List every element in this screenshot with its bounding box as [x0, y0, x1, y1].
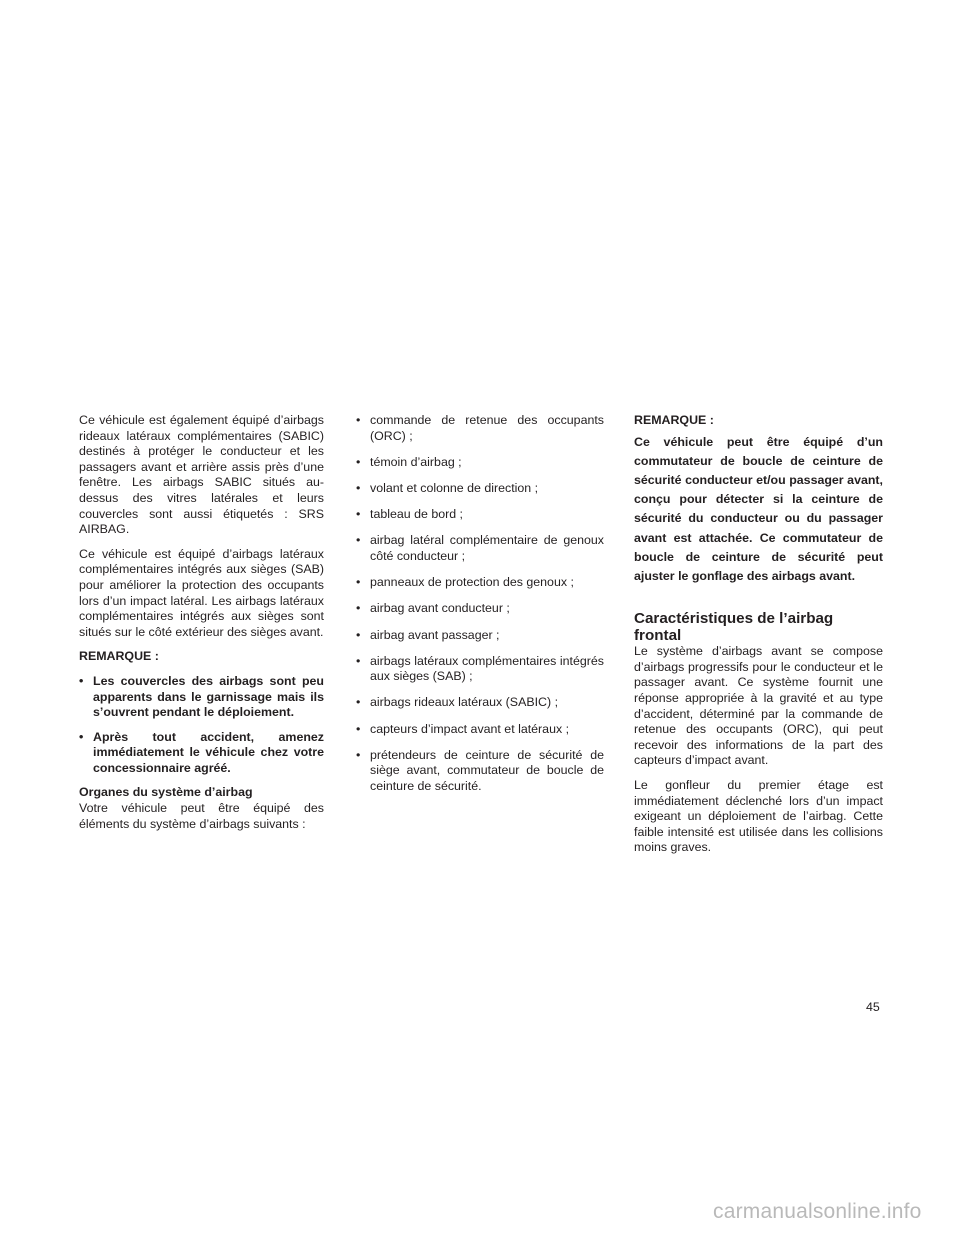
note-label: REMARQUE : [79, 649, 159, 664]
list-item-text: airbag latéral complémentaire de genoux côté conducteur ; [370, 533, 604, 563]
bullet-icon: • [356, 480, 361, 495]
list-item-text: capteurs d’impact avant et latéraux ; [370, 721, 570, 736]
list-item [356, 575, 604, 591]
bullet-icon: • [356, 627, 361, 642]
list-item [356, 481, 604, 497]
list-item [356, 695, 604, 711]
components-bullet-list [356, 413, 604, 795]
bullet-icon: • [356, 575, 361, 590]
list-item-text: Les couvercles des airbags sont peu apparents dans le garnissage mais ils s’ouvrent pendant le déploiement. [93, 673, 324, 720]
section-subheading: Organes du système d’airbag [79, 785, 253, 800]
list-item [356, 748, 604, 795]
intro-paragraph-sabic: Ce véhicule est également équipé d’airbags rideaux latéraux complémentaires (SABIC) destinés à protéger le conducteur et les passagers avant et arrière assis près d’une fenêtre. Les airbags SABIC situés au-dessus des vitres latérales et leurs couvercles sont aussi étiquetés : SRS AIRBAG. [79, 413, 324, 537]
list-item-text: tableau de bord ; [370, 507, 464, 522]
list-item [356, 628, 604, 644]
bullet-icon: • [79, 673, 84, 688]
seatbelt-switch-note: Ce véhicule peut être équipé d’un commutateur de boucle de ceinture de sécurité conducteur et/ou passager avant, conçu pour détecter si la ceinture de sécurité du conducteur ou du passager avant est attachée. Ce commutateur de boucle de ceinture de sécurité peut ajuster le gonflage des airbags avant. [634, 434, 883, 584]
list-item-text: volant et colonne de direction ; [370, 480, 539, 495]
list-item [79, 730, 324, 777]
list-item [356, 722, 604, 738]
middle-column [356, 413, 604, 805]
list-item-text: airbags latéraux complémentaires intégrés aux sièges (SAB) ; [370, 653, 604, 684]
list-item [356, 654, 604, 685]
left-column [79, 413, 324, 841]
list-item-text: airbag avant passager ; [370, 627, 500, 642]
list-item [356, 533, 604, 564]
components-intro-paragraph: Votre véhicule peut être équipé des éléments du système d’airbags suivants : [79, 801, 324, 831]
bullet-icon: • [79, 729, 84, 744]
note-bullet-list [79, 674, 324, 777]
bullet-icon: • [356, 747, 361, 762]
list-item [356, 413, 604, 444]
list-item-text: panneaux de protection des genoux ; [370, 575, 574, 590]
bullet-icon: • [356, 695, 361, 710]
list-item-text: airbags rideaux latéraux (SABIC) ; [370, 695, 559, 710]
bullet-icon: • [356, 721, 361, 736]
watermark-logo: carmanualsonline.info [713, 1200, 922, 1223]
bullet-icon: • [356, 507, 361, 522]
list-item-text: commande de retenue des occupants (ORC) ; [370, 413, 604, 443]
page-number: 45 [866, 1000, 880, 1014]
bullet-icon: • [356, 533, 361, 548]
list-item-text: Après tout accident, amenez immédiatement le véhicule chez votre concessionnaire agréé. [93, 729, 324, 775]
list-item [356, 601, 604, 617]
inflator-paragraph: Le gonfleur du premier étage est immédiatement déclenché lors d’un impact exigeant un déploiement de l’airbag. Cette faible intensité est utilisée dans les collisions moins graves. [634, 777, 883, 855]
sab-paragraph: Ce véhicule est équipé d’airbags latéraux complémentaires intégrés aux sièges (SAB) pour améliorer la protection des occupants lors d’un impact latéral. Les airbags latéraux complémentaires intégrés aux sièges sont situés sur le côté extérieur des sièges avant. [79, 546, 324, 639]
bullet-icon: • [356, 601, 361, 616]
list-item-text: airbag avant conducteur ; [370, 601, 510, 616]
list-item [356, 455, 604, 471]
list-item [356, 507, 604, 523]
front-airbag-paragraph: Le système d’airbags avant se compose d’airbags progressifs pour le conducteur et le passager avant. Ce système fournit une réponse appropriée à la gravité et au type d’accident, déterminé par la commande de retenue des occupants (ORC), qui peut recevoir des informations de la part des capteurs d’impact avant. [634, 644, 883, 768]
bullet-icon: • [356, 454, 361, 469]
section-title: Caractéristiques de l’airbag frontal [634, 610, 834, 645]
list-item-text: témoin d’airbag ; [370, 454, 462, 469]
list-item-text: prétendeurs de ceinture de sécurité de siège avant, commutateur de boucle de ceinture de sécurité. [370, 747, 604, 794]
bullet-icon: • [356, 413, 361, 427]
list-item [79, 674, 324, 721]
right-column [634, 413, 883, 865]
note-label: REMARQUE : [634, 413, 714, 427]
bullet-icon: • [356, 653, 361, 668]
